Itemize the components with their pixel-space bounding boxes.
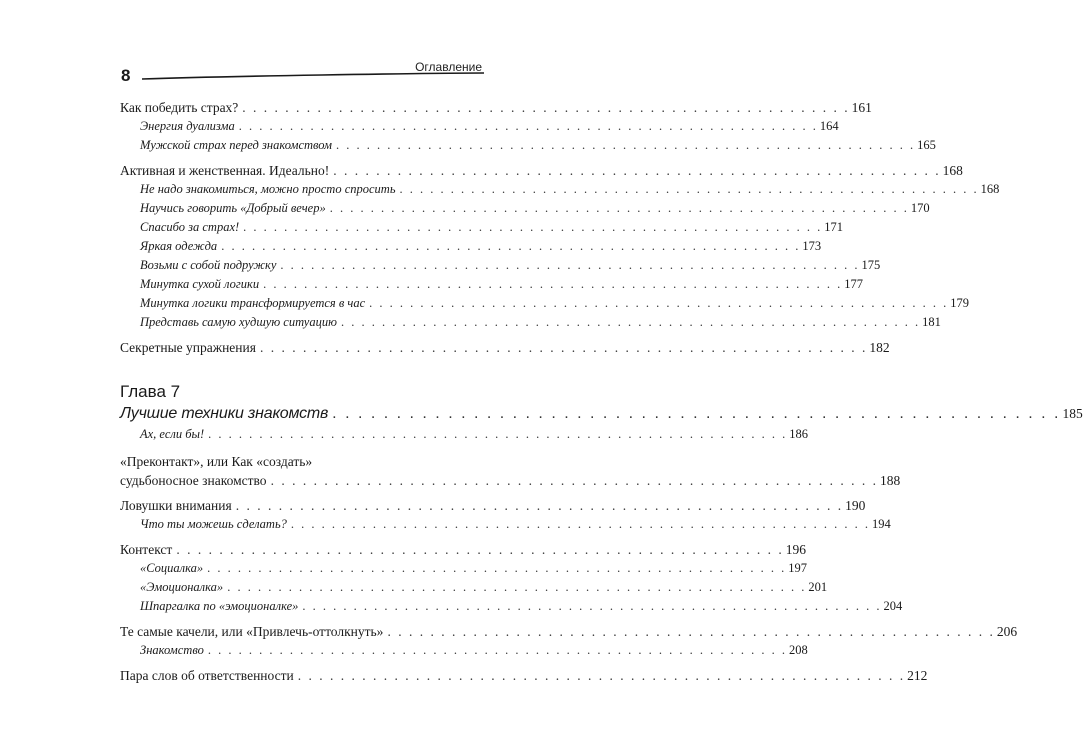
toc-entry-title: Не надо знакомиться, можно просто спросить <box>140 182 396 196</box>
dot-leader: . . . . . . . . . . . . . . . . . . . . . . . . . . . . . . . . . . . . . . . . . . . . . . . . . . . . . . . . . <box>263 277 843 291</box>
toc-entry-title: Ах, если бы! <box>140 427 205 441</box>
toc-subentry <box>120 515 891 534</box>
toc-entry-title: Мужской страх перед знакомством <box>140 138 333 152</box>
dot-leader: . . . . . . . . . . . . . . . . . . . . . . . . . . . . . . . . . . . . . . . . . . . . . . . . . . . . . . . . . <box>387 624 995 639</box>
toc-entry <box>120 540 806 559</box>
table-of-contents <box>120 98 1083 685</box>
toc-entry <box>120 666 928 685</box>
toc-entry-title: «Социалка» <box>140 561 204 575</box>
dot-leader: . . . . . . . . . . . . . . . . . . . . . . . . . . . . . . . . . . . . . . . . . . . . . . . . . . . . . . . . . <box>329 201 909 215</box>
toc-entry-page: 206 <box>996 624 1018 639</box>
toc-entry <box>120 496 866 515</box>
toc-entry <box>120 338 890 357</box>
toc-entry-title: Научись говорить «Добрый вечер» <box>140 201 326 215</box>
dot-leader: . . . . . . . . . . . . . . . . . . . . . . . . . . . . . . . . . . . . . . . . . . . . . . . . . . . . . . . . . <box>336 138 916 152</box>
running-title: Оглавление <box>415 60 482 74</box>
dot-leader: . . . . . . . . . . . . . . . . . . . . . . . . . . . . . . . . . . . . . . . . . . . . . . . . . . . . . . . . . <box>176 542 784 557</box>
toc-entry-page: 168 <box>980 182 1000 196</box>
header-rule <box>142 71 484 81</box>
dot-leader: . . . . . . . . . . . . . . . . . . . . . . . . . . . . . . . . . . . . . . . . . . . . . . . . . . . . . . . . . <box>208 427 788 441</box>
dot-leader: . . . . . . . . . . . . . . . . . . . . . . . . . . . . . . . . . . . . . . . . . . . . . . . . . . . . . . . . . <box>297 668 906 683</box>
toc-entry-title: Те самые качели, или «Привлечь-оттолкнуть» <box>120 624 384 639</box>
toc-entry-title: Минутка сухой логики <box>140 277 260 291</box>
toc-entry-page: 182 <box>869 340 890 355</box>
dot-leader: . . . . . . . . . . . . . . . . . . . . . . . . . . . . . . . . . . . . . . . . . . . . . . . . . . . . . . . . . <box>227 580 807 594</box>
toc-entry-title: Минутка логики трансформируется в час <box>140 296 366 310</box>
toc-entry-page: 181 <box>922 315 941 329</box>
toc-entry-page: 190 <box>845 498 866 513</box>
toc-entry-page: 204 <box>883 599 903 613</box>
dot-leader: . . . . . . . . . . . . . . . . . . . . . . . . . . . . . . . . . . . . . . . . . . . . . . . . . . . . . . . . . <box>290 517 871 531</box>
toc-entry-title: Секретные упражнения <box>120 340 256 355</box>
toc-subentry <box>120 237 822 256</box>
dot-leader: . . . . . . . . . . . . . . . . . . . . . . . . . . . . . . . . . . . . . . . . . . . . . . . . . . . . . . . . . <box>207 561 787 575</box>
toc-entry-title: судьбоносное знакомство <box>120 473 267 488</box>
chapter-title: Лучшие техники знакомств <box>120 405 329 422</box>
toc-entry-page: 186 <box>789 427 808 441</box>
toc-entry-title: «Преконтакт», или Как «создать» <box>120 454 313 469</box>
dot-leader: . . . . . . . . . . . . . . . . . . . . . . . . . . . . . . . . . . . . . . . . . . . . . . . . . . . . . . . . . <box>333 163 941 178</box>
toc-entry-title: Что ты можешь сделать? <box>140 517 287 531</box>
toc-subentry <box>120 199 930 218</box>
toc-entry-title: Ловушки внимания <box>120 498 232 513</box>
dot-leader: . . . . . . . . . . . . . . . . . . . . . . . . . . . . . . . . . . . . . . . . . . . . . . . . . . . . . . . . . <box>302 599 882 613</box>
toc-subentry <box>120 256 881 275</box>
chapter-title-entry <box>120 403 1083 425</box>
toc-subentry <box>120 275 864 294</box>
dot-leader: . . . . . . . . . . . . . . . . . . . . . . . . . . . . . . . . . . . . . . . . . . . . . . . . . . . . . . . . . <box>340 315 921 329</box>
toc-entry-title: Шпаргалка по «эмоционалке» <box>140 599 299 613</box>
chapter-label: Глава 7 <box>120 382 181 401</box>
dot-leader: . . . . . . . . . . . . . . . . . . . . . . . . . . . . . . . . . . . . . . . . . . . . . . . . . . . . . . . . . <box>242 100 850 115</box>
toc-entry-title: Пара слов об ответственности <box>120 668 294 683</box>
toc-entry-page: 171 <box>824 220 844 234</box>
toc-entry-page: 164 <box>819 119 839 133</box>
toc-entry-page: 177 <box>844 277 864 291</box>
toc-entry-page: 188 <box>879 473 901 488</box>
toc-entry-title: Яркая одежда <box>140 239 218 253</box>
toc-subentry <box>120 294 970 313</box>
toc-entry-title: Спасибо за страх! <box>140 220 240 234</box>
toc-entry-title: Энергия дуализма <box>140 119 235 133</box>
toc-subentry <box>120 578 828 597</box>
toc-entry <box>120 161 963 180</box>
toc-entry-page: 173 <box>802 239 822 253</box>
toc-subentry <box>120 641 808 660</box>
toc-entry-page: 175 <box>861 258 881 272</box>
toc-entry-line1 <box>120 452 482 471</box>
toc-entry-title: «Эмоционалка» <box>140 580 224 594</box>
dot-leader: . . . . . . . . . . . . . . . . . . . . . . . . . . . . . . . . . . . . . . . . . . . . . . . . . . . . . . . . . <box>259 340 868 355</box>
dot-leader: . . . . . . . . . . . . . . . . . . . . . . . . . . . . . . . . . . . . . . . . . . . . . . . . . . . . . . . . . <box>221 239 801 253</box>
dot-leader: . . . . . . . . . . . . . . . . . . . . . . . . . . . . . . . . . . . . . . . . . . . . . . . . . . . . . . . . . <box>332 405 1061 422</box>
toc-subentry <box>120 313 941 332</box>
toc-entry-page: 197 <box>788 561 808 575</box>
toc-entry-page: 201 <box>808 580 828 594</box>
page-number: 8 <box>121 66 131 85</box>
dot-leader: . . . . . . . . . . . . . . . . . . . . . . . . . . . . . . . . . . . . . . . . . . . . . . . . . . . . . . . . . <box>270 473 878 488</box>
toc-entry-title: Активная и женственная. Идеально! <box>120 163 330 178</box>
toc-subentry <box>120 117 839 136</box>
dot-leader: . . . . . . . . . . . . . . . . . . . . . . . . . . . . . . . . . . . . . . . . . . . . . . . . . . . . . . . . . <box>399 182 979 196</box>
toc-entry-page: 179 <box>950 296 970 310</box>
toc-entry-page: 208 <box>788 643 808 657</box>
toc-entry-title: Знакомство <box>140 643 204 657</box>
toc-entry-page: 185 <box>1062 406 1083 421</box>
toc-subentry <box>120 425 808 444</box>
toc-subentry <box>120 136 936 155</box>
dot-leader: . . . . . . . . . . . . . . . . . . . . . . . . . . . . . . . . . . . . . . . . . . . . . . . . . . . . . . . . . <box>235 498 844 513</box>
toc-entry-line2 <box>120 471 901 490</box>
toc-entry <box>120 98 872 117</box>
toc-entry-title: Контекст <box>120 542 173 557</box>
toc-subentry <box>120 559 808 578</box>
toc-entry-title: Возьми с собой подружку <box>140 258 277 272</box>
toc-subentry <box>120 597 903 616</box>
toc-entry-page: 170 <box>910 201 930 215</box>
toc-subentry <box>120 180 1000 199</box>
toc-entry-page: 165 <box>917 138 936 152</box>
toc-entry <box>120 622 1018 641</box>
toc-entry-page: 168 <box>942 163 963 178</box>
toc-subentry <box>120 218 844 237</box>
dot-leader: . . . . . . . . . . . . . . . . . . . . . . . . . . . . . . . . . . . . . . . . . . . . . . . . . . . . . . . . . <box>238 119 818 133</box>
dot-leader: . . . . . . . . . . . . . . . . . . . . . . . . . . . . . . . . . . . . . . . . . . . . . . . . . . . . . . . . . <box>243 220 823 234</box>
toc-entry-page: 194 <box>872 517 891 531</box>
toc-entry-page: 161 <box>851 100 872 115</box>
toc-entry-page: 196 <box>785 542 806 557</box>
dot-leader: . . . . . . . . . . . . . . . . . . . . . . . . . . . . . . . . . . . . . . . . . . . . . . . . . . . . . . . . . <box>207 643 787 657</box>
toc-entry-title: Как победить страх? <box>120 100 239 115</box>
dot-leader: . . . . . . . . . . . . . . . . . . . . . . . . . . . . . . . . . . . . . . . . . . . . . . . . . . . . . . . . . <box>280 258 860 272</box>
toc-entry-title: Представь самую худшую ситуацию <box>140 315 337 329</box>
dot-leader: . . . . . . . . . . . . . . . . . . . . . . . . . . . . . . . . . . . . . . . . . . . . . . . . . . . . . . . . . <box>369 296 949 310</box>
toc-entry-page: 212 <box>907 668 928 683</box>
